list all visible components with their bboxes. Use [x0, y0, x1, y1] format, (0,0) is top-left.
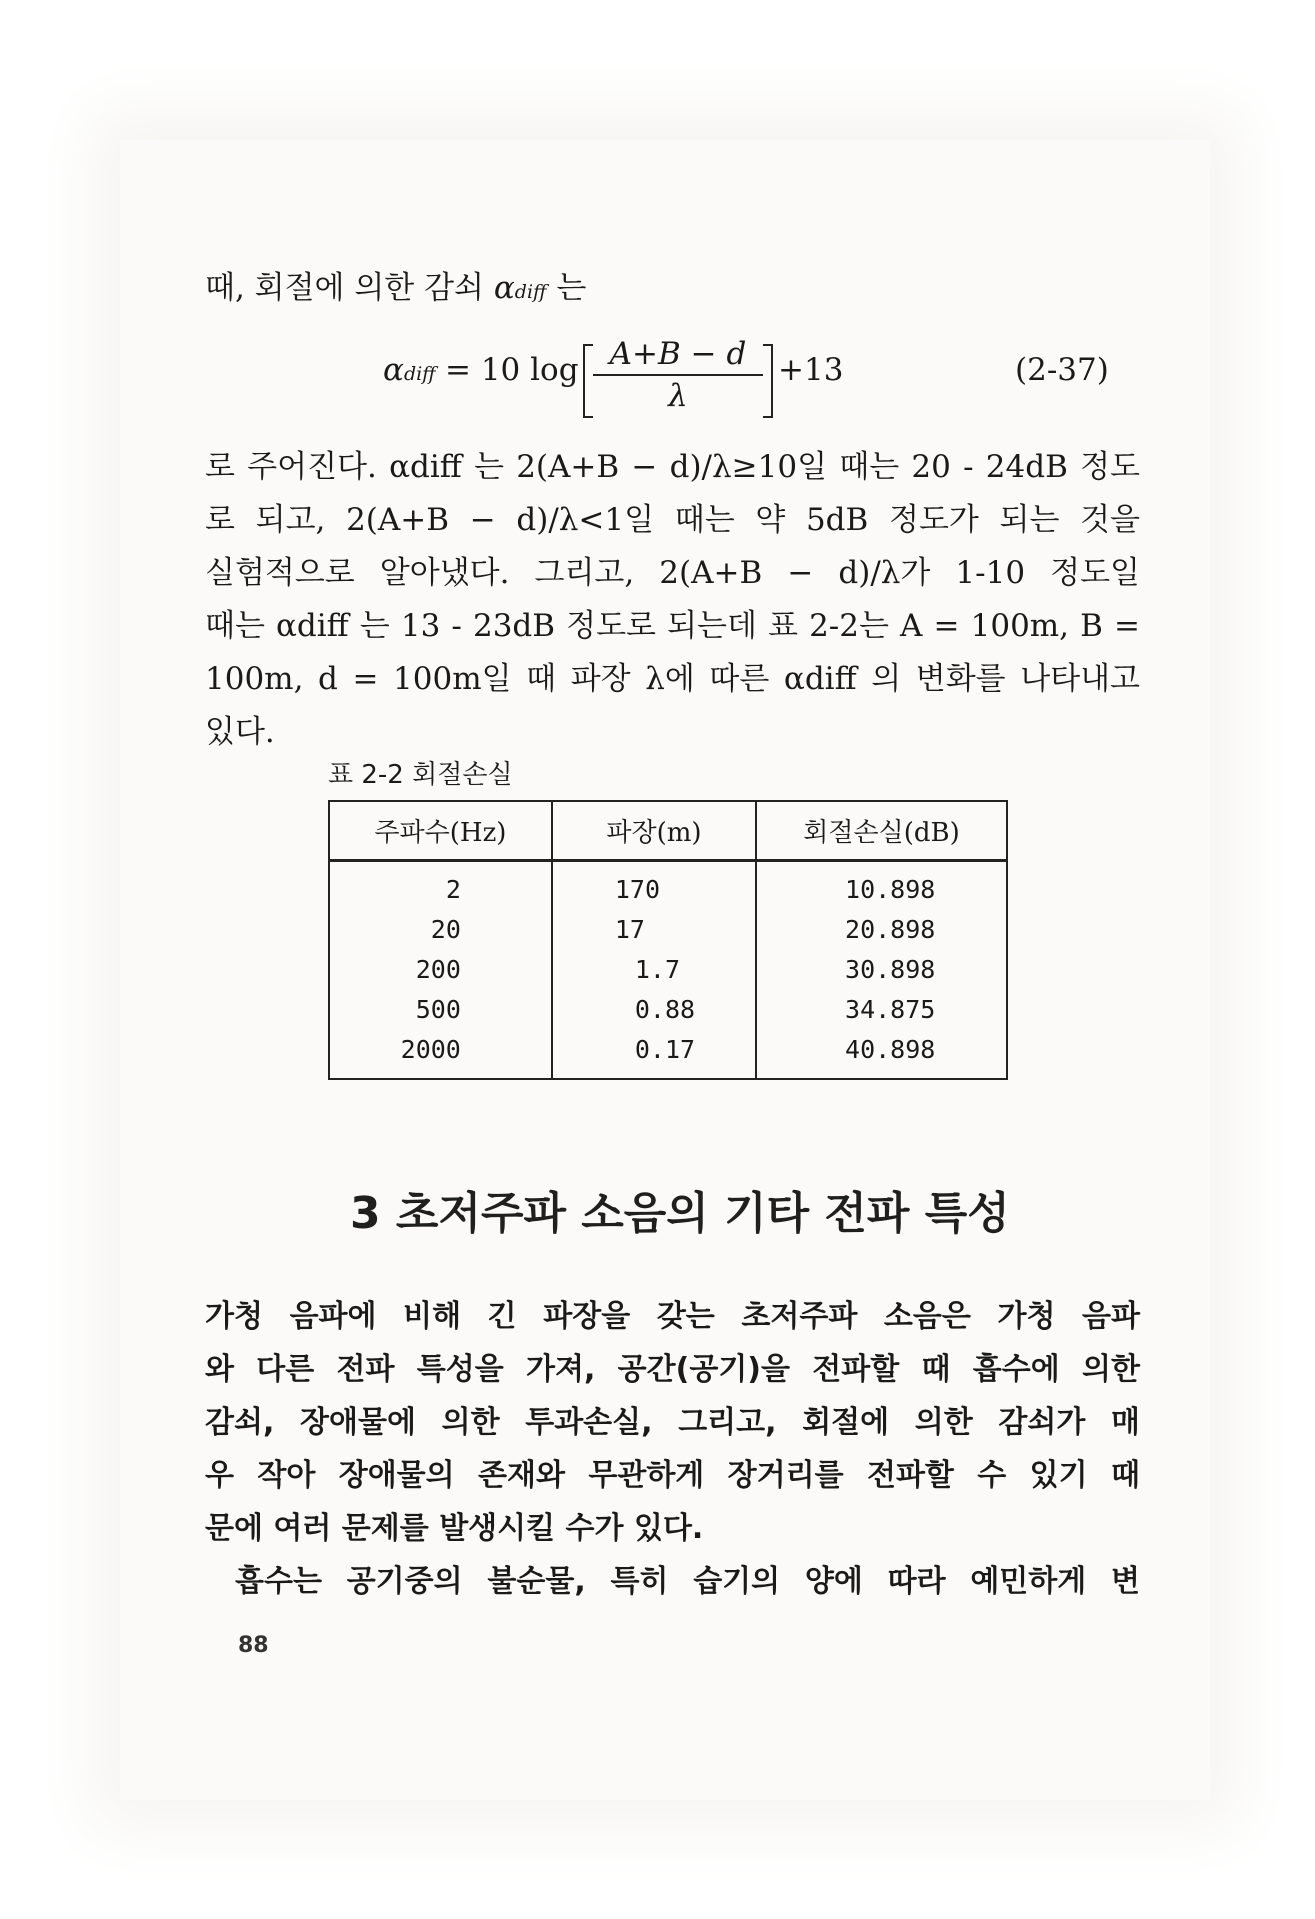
cell-frequency: 200: [415, 955, 461, 984]
cell-frequency: 500: [415, 995, 461, 1024]
formula-constant: +13: [778, 352, 844, 388]
table-row: [329, 990, 1007, 1030]
paragraph2-line: 문에 여러 문제를 발생시킬 수가 있다.: [205, 1511, 704, 1546]
section-heading: 3 초저주파 소음의 기타 전파 특성: [350, 1188, 1010, 1239]
paragraph2-line: 와 다른 전파 특성을 가져, 공간(공기)을 전파할 때 흡수에 의한: [205, 1352, 1140, 1387]
header-wavelength: 파장(m): [552, 801, 756, 861]
formula-alpha-sub: diff: [403, 363, 436, 385]
cell-wavelength: 170: [552, 861, 756, 911]
page-number: 88: [238, 1633, 269, 1658]
cell-loss: 30.898: [756, 950, 1007, 990]
paragraph1-line: 실험적으로 알아냈다. 그리고, 2(A+B − d)/λ가 1-10 정도일: [205, 555, 1140, 591]
cell-loss: 20.898: [756, 910, 1007, 950]
alpha-subscript: diff: [514, 281, 547, 303]
cell-loss: 40.898: [756, 1030, 1007, 1079]
cell-wavelength: 17: [552, 910, 756, 950]
table-row: [329, 950, 1007, 990]
table-header-row: [329, 801, 1007, 861]
paragraph2-line: 가청 음파에 비해 긴 파장을 갖는 초저주파 소음은 가청 음파: [205, 1299, 1140, 1334]
left-bracket: [583, 344, 593, 418]
cell-frequency: 2: [445, 875, 461, 904]
paragraph1-line: 때는 αdiff 는 13 - 23dB 정도로 되는데 표 2-2는 A = 100m, B =: [205, 608, 1140, 644]
cell-frequency: 20: [430, 915, 461, 944]
right-bracket: [763, 344, 773, 418]
cell-loss: 34.875: [756, 990, 1007, 1030]
cell-loss: 10.898: [756, 861, 1007, 911]
formula-fraction: [583, 336, 773, 416]
paragraph2-line: 우 작아 장애물의 존재와 무관하게 장거리를 전파할 수 있기 때: [205, 1458, 1140, 1493]
fraction-numerator: A+B − d: [609, 336, 747, 372]
intro-suffix: 는: [546, 270, 587, 306]
paragraph1-line: 로 주어진다. αdiff 는 2(A+B − d)/λ≥10일 때는 20 - 24dB 정도: [205, 449, 1140, 485]
cell-frequency: 2000: [400, 1035, 461, 1064]
header-frequency: 주파수(Hz): [329, 801, 552, 861]
fraction-denominator: λ: [668, 378, 688, 414]
cell-wavelength: 1.7: [552, 950, 756, 990]
table-caption: 표 2-2 회절손실: [328, 760, 513, 790]
alpha-symbol: α: [493, 270, 515, 306]
intro-text: 때, 회절에 의한 감쇠: [205, 270, 494, 306]
paragraph1-line: 100m, d = 100m일 때 파장 λ에 따른 αdiff 의 변화를 나타내고: [205, 661, 1140, 697]
diffraction-loss-table: [328, 800, 1008, 1080]
formula-alpha: α: [383, 352, 404, 388]
header-loss: 회절손실(dB): [756, 801, 1007, 861]
formula-log: = 10 log: [445, 352, 579, 388]
table-row: [329, 1030, 1007, 1079]
paragraph1-line: 있다.: [205, 714, 275, 750]
table-row: [329, 910, 1007, 950]
paragraph1-line: 로 되고, 2(A+B − d)/λ<1일 때는 약 5dB 정도가 되는 것을: [205, 502, 1140, 538]
paragraph2-line: 흡수는 공기중의 불순물, 특히 습기의 양에 따라 예민하게 변: [235, 1564, 1140, 1599]
formula-lhs: [383, 350, 436, 394]
cell-wavelength: 0.88: [552, 990, 756, 1030]
cell-wavelength: 0.17: [552, 1030, 756, 1079]
equation-number: (2-37): [1015, 352, 1109, 388]
paragraph2-line: 감쇠, 장애물에 의한 투과손실, 그리고, 회절에 의한 감쇠가 매: [205, 1405, 1140, 1440]
intro-line: [205, 268, 586, 312]
table-row: [329, 861, 1007, 911]
